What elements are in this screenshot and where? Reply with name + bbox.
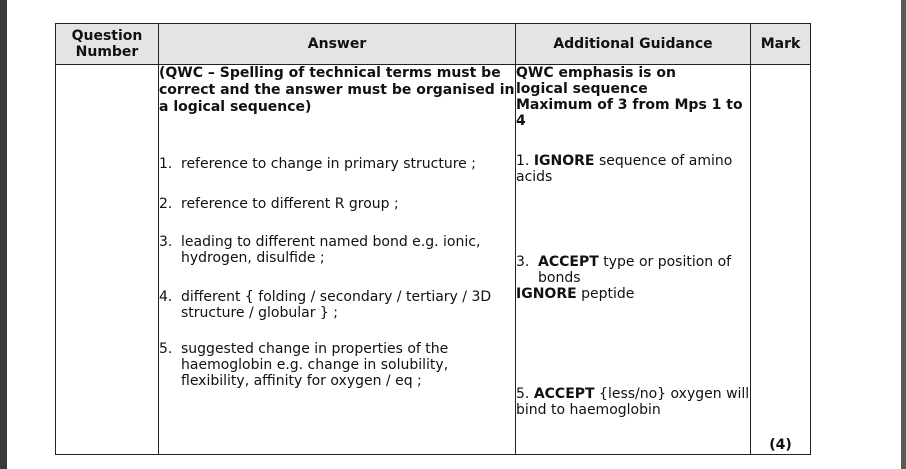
guidance-keyword: ACCEPT <box>538 254 599 270</box>
guidance-number: 3. <box>516 254 530 270</box>
guidance-keyword: ACCEPT <box>533 386 595 402</box>
mark-scheme-table <box>55 23 811 455</box>
guidance-qwc-line2: logical sequence <box>516 81 648 97</box>
answer-point-4 <box>159 289 515 321</box>
point-text: reference to different R group ; <box>181 196 399 212</box>
left-window-edge <box>0 0 7 469</box>
guidance-point-5 <box>516 386 750 418</box>
guidance-point-3-ignore <box>516 286 750 302</box>
right-window-edge <box>901 0 906 469</box>
guidance-text: sequence of amino acids <box>516 153 733 185</box>
mark-value: (4) <box>769 437 792 453</box>
answer-point-5 <box>159 341 515 389</box>
answer-row <box>56 65 811 455</box>
point-number: 1. <box>159 156 173 172</box>
mark-cell <box>751 65 811 455</box>
question-number-cell <box>56 65 159 455</box>
point-number: 3. <box>159 234 173 250</box>
guidance-qwc-line1: QWC emphasis is on <box>516 65 676 81</box>
point-text: suggested change in properties of the haemoglobin e.g. change in solubility, flexibility, affinity for oxygen / eq ; <box>181 341 449 389</box>
point-number: 4. <box>159 289 173 305</box>
mark-header: Mark <box>751 24 811 65</box>
point-text: leading to different named bond e.g. ionic, hydrogen, disulfide ; <box>181 234 481 266</box>
question-number-header <box>56 24 159 65</box>
guidance-qwc <box>516 65 750 129</box>
guidance-point-3-line <box>516 254 750 286</box>
question-header-line2: Number <box>75 44 139 60</box>
guidance-text: {less/no} oxygen will bind to haemoglobin <box>516 386 750 418</box>
guidance-cell <box>516 65 751 455</box>
answer-header: Answer <box>159 24 516 65</box>
point-number: 5. <box>159 341 173 357</box>
guidance-header: Additional Guidance <box>516 24 751 65</box>
answer-point-2 <box>159 196 515 212</box>
guidance-point-3 <box>516 254 750 302</box>
guidance-number: 5. <box>516 386 530 402</box>
answer-cell <box>159 65 516 455</box>
header-row <box>56 24 811 65</box>
guidance-text: peptide <box>581 286 635 302</box>
point-number: 2. <box>159 196 173 212</box>
guidance-keyword: IGNORE <box>516 286 577 302</box>
question-header-line1: Question <box>71 28 143 44</box>
point-text: different { folding / secondary / tertiary / 3D structure / globular } ; <box>181 289 492 321</box>
guidance-keyword: IGNORE <box>533 153 595 169</box>
guidance-text: type or position of bonds <box>538 254 732 286</box>
qwc-note: (QWC – Spelling of technical terms must be correct and the answer must be organised in a logical sequence) <box>159 65 515 115</box>
answer-point-3 <box>159 234 515 266</box>
guidance-point-1 <box>516 153 750 185</box>
guidance-number: 1. <box>516 153 530 169</box>
guidance-qwc-line3: Maximum of 3 from Mps 1 to 4 <box>516 97 743 129</box>
point-text: reference to change in primary structure ; <box>181 156 476 172</box>
answer-point-1 <box>159 156 515 172</box>
